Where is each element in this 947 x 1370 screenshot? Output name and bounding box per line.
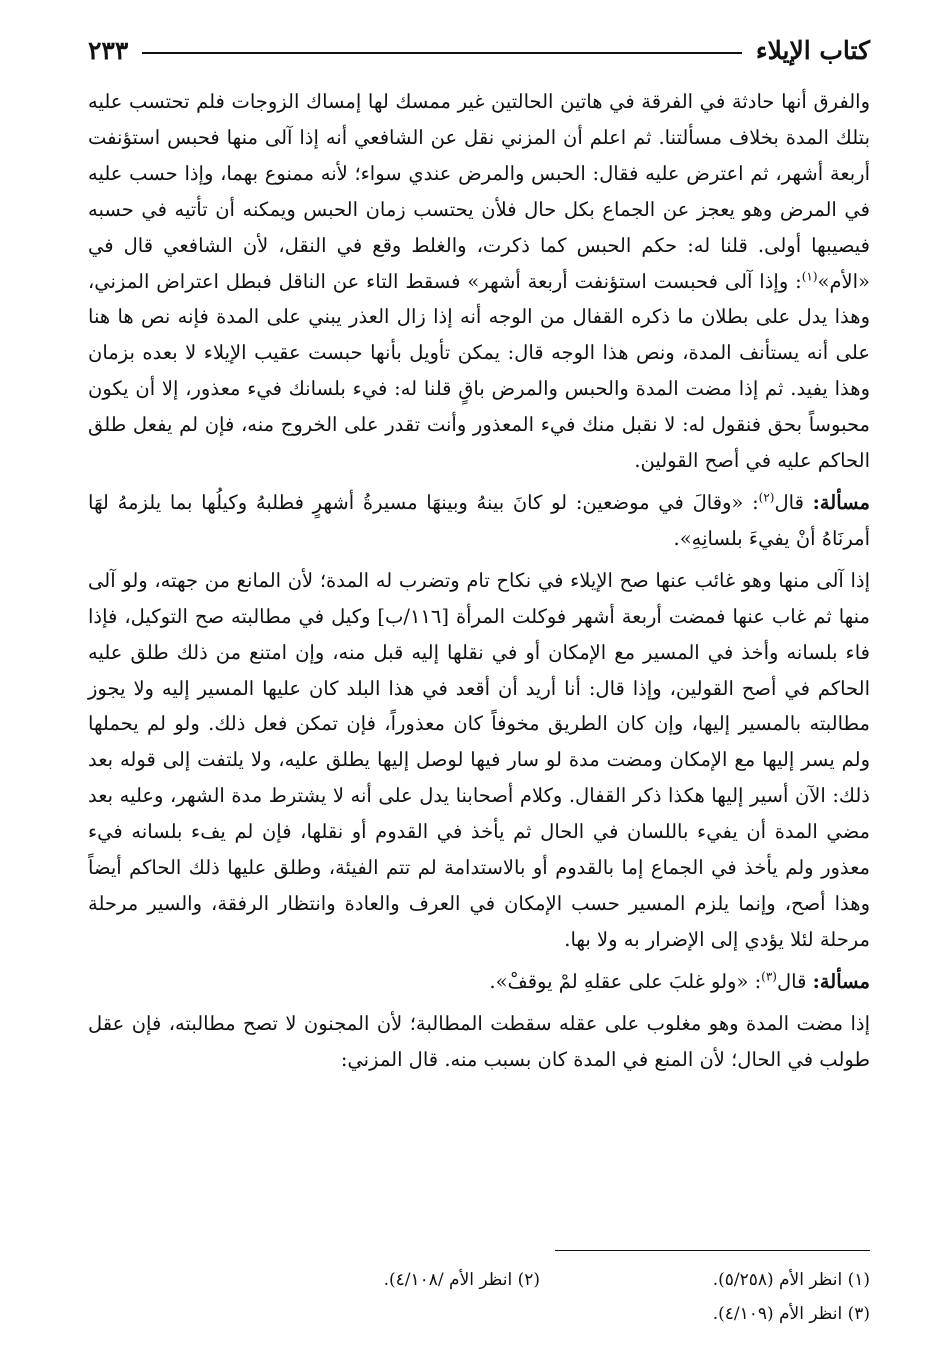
footnote-3: (٣) انظر الأم (٤/١٠٩). bbox=[712, 1304, 870, 1324]
footnote-2: (٢) انظر الأم /٤/١٠٨). bbox=[383, 1270, 540, 1290]
footnote-ref-1: (١) bbox=[801, 269, 818, 284]
footnote-ref-2: (٢) bbox=[758, 490, 775, 505]
footnote-separator bbox=[555, 1250, 870, 1251]
paragraph-2: إذا آلى منها وهو غائب عنها صح الإيلاء في نكاح تام وتضرب له المدة؛ لأن المانع من جهته، ولو آلى منها ثم غاب عنها فمضت أربعة أشهر فوكلت المرأة [١١٦/ب] وكيل في مطالبته صح التوكيل، فإذا فاء بلسانه وأخذ في المسير مع الإمكان أو في نقلها إليه قبل منه، وإن امتنع من ذلك طلق عليه الحاكم في أصح القولين، وإذا قال: أنا أريد أن أقعد في هذا البلد كان عليها المسير إليه ولا يجوز مطالبته بالمسير إليها، وإن كان الطريق مخوفاً كان معذوراً، فإن تمكن فعل ذلك. ولو لم يحملها ولم يسر إليها مع الإمكان ومضت مدة لو سار فيها لوصل إليها يطلق عليه، ولا يلتفت إلى قوله بعد ذلك: الآن أسير إليها هكذا ذكر القفال. وكلام أصحابنا يدل على أنه لا يشترط مدة الشهر، وعليه بعد مضي المدة أن يفيء باللسان في الحال ثم يأخذ في القدوم أو نقلها، فإن لم يفء بلسانه فيء معذور ولم يأخذ في الجماع إما بالقدوم أو بالاستدامة لم تتم الفيئة، وطلق عليها ذلك الحاكم أيضاً وهذا أصح، وإنما يلزم المسير حسب الإمكان في العرف والعادة وانتظار الرفقة، والسير مرحلة مرحلة لئلا يؤدي إلى الإضرار به ولا بها. bbox=[88, 568, 870, 951]
masala-heading: مسألة: bbox=[812, 490, 870, 514]
footnotes bbox=[88, 1263, 870, 1331]
footnote-1: (١) انظر الأم (٥/٢٥٨). bbox=[712, 1270, 870, 1290]
footnote-ref-3: (٣) bbox=[761, 969, 777, 984]
paragraph-1: والفرق أنها حادثة في الفرقة في هاتين الحالتين غير ممسك لها إمساك الزوجات فلم تحتسب عليه بتلك المدة بخلاف مسألتنا. ثم اعلم أن المزني نقل عن الشافعي أنه إذا آلى منها فحبس استؤنفت أربعة أشهر، ثم اعترض عليه فقال: الحبس والمرض عندي سواء؛ لأنه ممنوع بهما، وإذا حسب عليه في المرض وهو يعجز عن الجماع بكل حال فلأن يحتسب زمان الحبس ويمكنه أن تأتيه في حسبه فيصيبها أولى. قلنا له: حكم الحبس كما ذكرت، والغلط وقع في النقل، لأن الشافعي قال في «الأم»$^{(١)}$: وإذا آلى فحبست استؤنفت أربعة أشهر» فسقط التاء عن الناقل فبطل اعتراض المزني، وهذا يدل على بطلان ما ذكره القفال من الوجه أنه إذا زال العذر يبني على المدة فإنه نص ها هنا على أنه يستأنف المدة، ونص هذا الوجه قال: يمكن تأويل بأنها حبست عقيب الإيلاء لا بعده بزمان وهذا يفيد. ثم إذا مضت المدة والحبس والمرض باقٍ قلنا له: فيء بلسانك فيء معذور، إلا أن يكون محبوساً بحق فنقول له: لا نقبل منك فيء المعذور وأنت تقدر على الخروج منه، فإن لم يفعل طلق الحاكم عليه في أصح القولين. bbox=[88, 90, 870, 473]
header-rule bbox=[142, 52, 742, 54]
body-text bbox=[88, 84, 870, 1077]
masala-2: مسألة: قال$^{(٣)}$: «ولو غلبَ على عقلهِ لمْ يوقفْ». bbox=[489, 969, 870, 993]
running-title: كتاب الإيلاء bbox=[755, 35, 870, 65]
book-page bbox=[88, 30, 870, 1340]
paragraph-3: إذا مضت المدة وهو مغلوب على عقله سقطت المطالبة؛ لأن المجنون لا تصح مطالبته، فإن عقل طولب في الحال؛ لأن المنع في المدة كان بسبب منه. قال المزني: bbox=[88, 1011, 870, 1071]
masala-heading: مسألة: bbox=[812, 969, 870, 993]
masala-1: مسألة: قال$^{(٢)}$: «وقالَ في موضعين: لو كانَ بينهُ وبينهَا مسيرةُ أشهرٍ فطلبهُ وكيلُها بما يلزمهُ لهَا أمرنَاهُ أنْ يفيءَ بلسانِهِ». bbox=[88, 490, 870, 550]
page-number: ٢٣٣ bbox=[88, 35, 129, 65]
page-header bbox=[88, 30, 870, 70]
